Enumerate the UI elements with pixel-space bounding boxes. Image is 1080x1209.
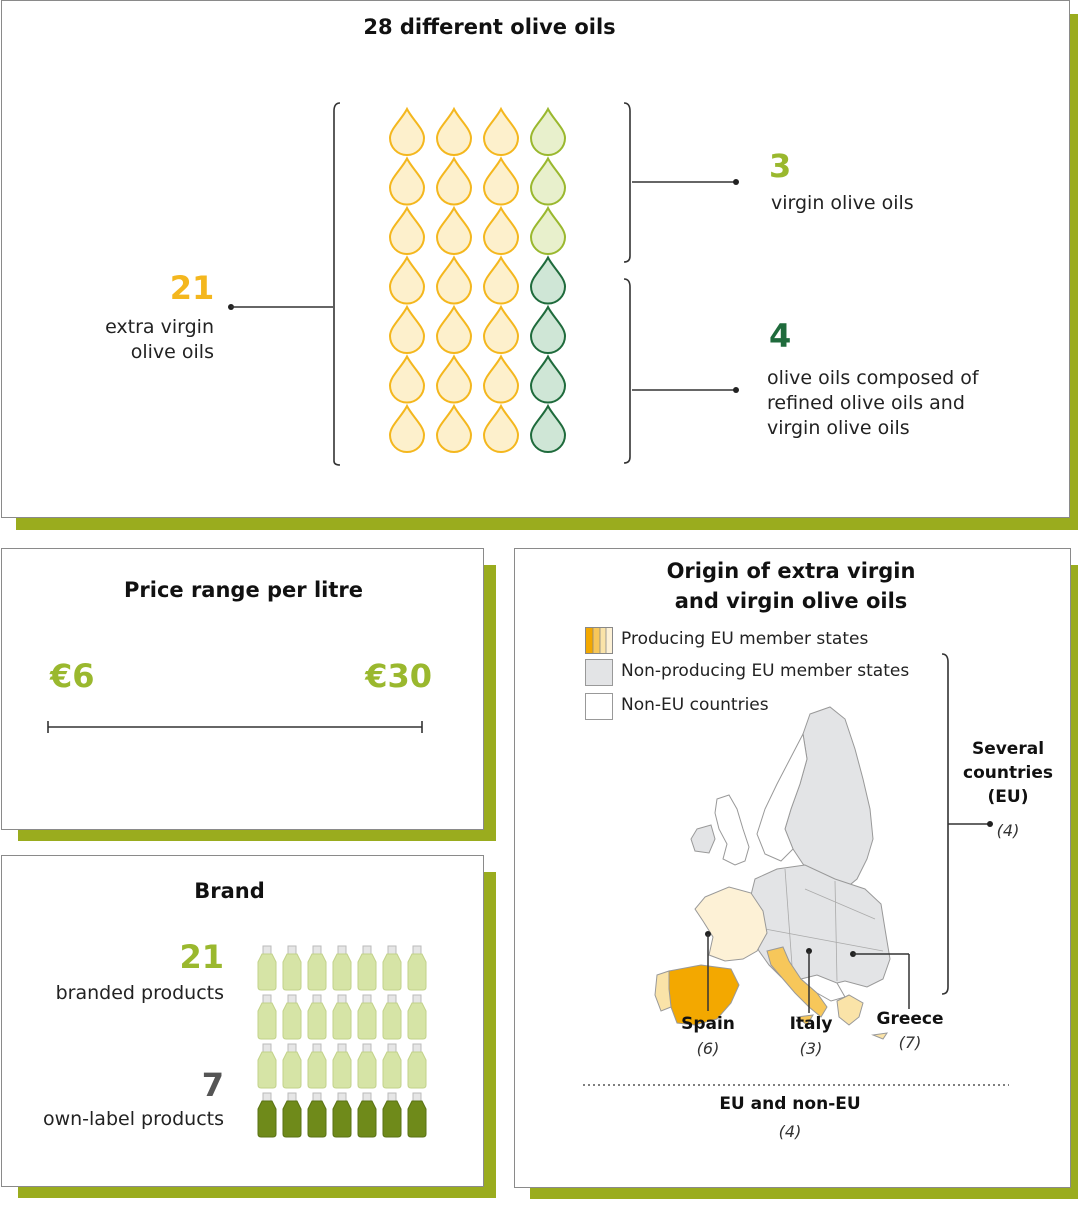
bottle-own-label [408, 1093, 426, 1137]
drop-composed [531, 258, 565, 304]
bottle-branded [333, 946, 351, 990]
bottles-grid [256, 944, 436, 1140]
drop-extra-virgin [484, 357, 518, 403]
origin-title-1: Origin of extra virgin [666, 559, 916, 583]
bottle-branded [408, 946, 426, 990]
drops-grid [388, 107, 578, 467]
left-pointer-line [227, 302, 337, 312]
virgin-label: virgin olive oils [771, 192, 914, 214]
drop-virgin [531, 159, 565, 205]
bottle-own-label [358, 1093, 376, 1137]
dotted-divider [583, 1083, 1013, 1087]
drop-extra-virgin [437, 406, 471, 452]
branded-count: 21 [179, 938, 224, 976]
map-uk [715, 795, 749, 865]
several-count: (4) [996, 821, 1020, 840]
bottle-branded [383, 995, 401, 1039]
legend-producing-swatch [585, 627, 615, 655]
price-max: €30 [365, 657, 432, 695]
drop-composed [531, 307, 565, 353]
bottle-own-label [308, 1093, 326, 1137]
legend-non-producing-label: Non-producing EU member states [621, 661, 910, 681]
drop-extra-virgin [437, 208, 471, 254]
own-label-label: own-label products [42, 1108, 224, 1130]
right-pointer-upper [632, 177, 742, 187]
bottle-branded [283, 995, 301, 1039]
extra-virgin-label-2: olive oils [130, 341, 214, 363]
composed-label-2: refined olive oils and [767, 392, 965, 414]
price-min: €6 [50, 657, 95, 695]
eu-non-eu-label: EU and non-EU [719, 1094, 861, 1114]
origin-title-2: and virgin olive oils [674, 589, 908, 613]
several-line-3: (EU) [987, 787, 1029, 807]
drop-extra-virgin [484, 258, 518, 304]
greece-count: (7) [898, 1033, 922, 1052]
own-label-count: 7 [201, 1066, 224, 1104]
bottle-branded [258, 1044, 276, 1088]
bottle-own-label [333, 1093, 351, 1137]
composed-label-3: virgin olive oils [767, 417, 910, 439]
drop-composed [531, 406, 565, 452]
drop-extra-virgin [484, 159, 518, 205]
top-panel [1, 0, 1070, 518]
drop-extra-virgin [390, 109, 424, 155]
drop-extra-virgin [437, 307, 471, 353]
bottle-branded [258, 995, 276, 1039]
greece-label: Greece [876, 1009, 944, 1029]
drop-virgin [531, 109, 565, 155]
drop-extra-virgin [484, 406, 518, 452]
bottle-branded [333, 995, 351, 1039]
extra-virgin-label-1: extra virgin [105, 316, 214, 338]
drop-extra-virgin [390, 406, 424, 452]
bottle-branded [308, 995, 326, 1039]
drop-extra-virgin [484, 109, 518, 155]
brand-panel [1, 855, 484, 1187]
branded-label: branded products [55, 982, 224, 1004]
composed-count: 4 [769, 317, 792, 355]
drop-virgin [531, 208, 565, 254]
drop-extra-virgin [390, 258, 424, 304]
spain-count: (6) [696, 1039, 720, 1058]
drop-extra-virgin [390, 208, 424, 254]
italy-label: Italy [789, 1014, 833, 1034]
brand-title: Brand [194, 879, 265, 903]
virgin-count: 3 [769, 147, 792, 185]
drop-extra-virgin [390, 159, 424, 205]
bottle-branded [308, 1044, 326, 1088]
bottle-branded [283, 1044, 301, 1088]
origin-panel [514, 548, 1071, 1188]
right-brace-lower [622, 277, 642, 477]
map-ireland [691, 825, 715, 853]
left-brace [324, 101, 344, 481]
bottle-branded [383, 946, 401, 990]
bottle-branded [358, 995, 376, 1039]
drop-extra-virgin [484, 208, 518, 254]
price-title: Price range per litre [124, 578, 363, 602]
bottle-branded [258, 946, 276, 990]
right-pointer-lower [632, 385, 742, 395]
bottle-own-label [283, 1093, 301, 1137]
bottle-branded [408, 1044, 426, 1088]
eu-non-eu-count: (4) [778, 1122, 802, 1141]
drop-extra-virgin [437, 109, 471, 155]
drop-extra-virgin [390, 307, 424, 353]
drop-extra-virgin [437, 258, 471, 304]
bottle-branded [358, 946, 376, 990]
price-panel [1, 548, 484, 830]
legend-producing-label: Producing EU member states [621, 629, 869, 649]
bottle-own-label [258, 1093, 276, 1137]
bottle-branded [333, 1044, 351, 1088]
drop-extra-virgin [437, 357, 471, 403]
drop-extra-virgin [390, 357, 424, 403]
drop-composed [531, 357, 565, 403]
top-title: 28 different olive oils [363, 15, 616, 39]
bottle-branded [308, 946, 326, 990]
bottle-own-label [383, 1093, 401, 1137]
legend-non-producing-swatch [585, 659, 615, 687]
price-range-line [46, 720, 426, 734]
composed-label-1: olive oils composed of [767, 367, 979, 389]
several-line-1: Several [971, 739, 1045, 759]
several-line-2: countries [963, 763, 1053, 783]
bottle-branded [283, 946, 301, 990]
drop-extra-virgin [484, 307, 518, 353]
bottle-branded [358, 1044, 376, 1088]
extra-virgin-count: 21 [169, 269, 215, 307]
bottle-branded [383, 1044, 401, 1088]
legend-non-eu-label: Non-EU countries [621, 695, 769, 715]
drop-extra-virgin [437, 159, 471, 205]
bottle-branded [408, 995, 426, 1039]
italy-count: (3) [799, 1039, 823, 1058]
spain-label: Spain [681, 1014, 735, 1034]
